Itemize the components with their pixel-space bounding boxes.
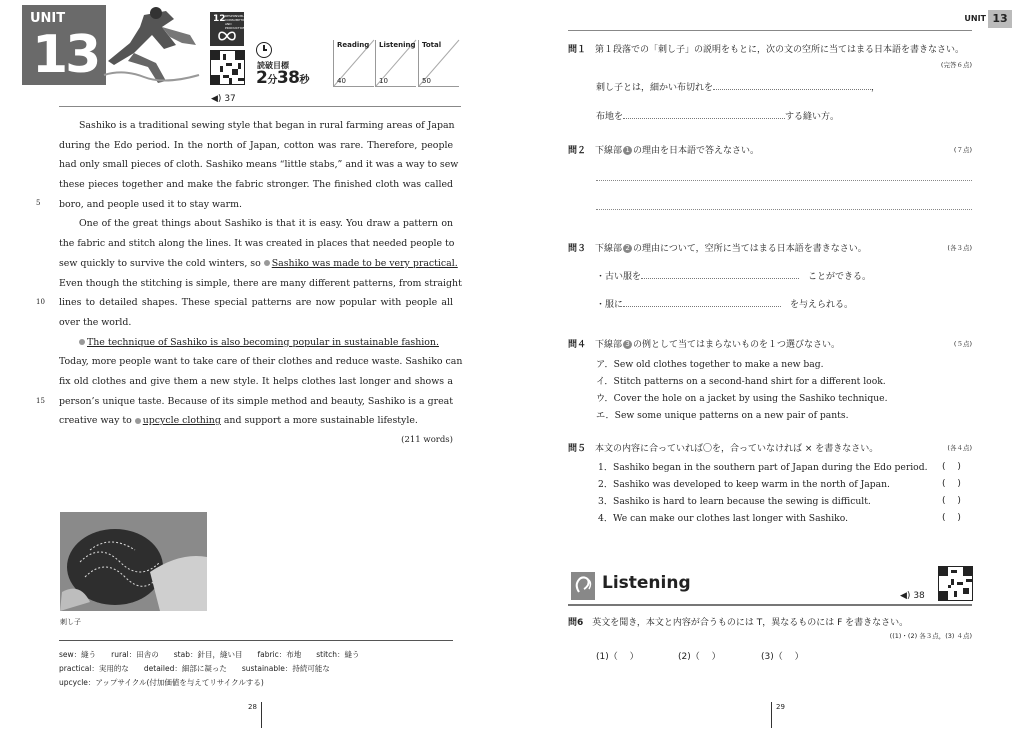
passage-line: over the world. — [59, 316, 132, 328]
question-label: 問４ — [568, 340, 587, 350]
q3-line-1 — [596, 269, 871, 282]
answer-line[interactable] — [596, 180, 972, 181]
passage-line — [59, 411, 453, 431]
reading-target-label: 読破目標 — [257, 61, 289, 70]
reading-passage — [59, 116, 463, 431]
passage-line: had only small pieces of cloth. Sashiko means “little stabs,” and it was a way to sew — [59, 159, 459, 171]
q1-suffix: する縫い方。 — [785, 112, 840, 122]
line-number: 15 — [36, 397, 45, 405]
passage-line: the fabric and stitch along the lines. It was created in places that needed people to — [59, 238, 455, 250]
sdg-number: 12 — [213, 14, 226, 24]
target-sec-unit: 秒 — [299, 75, 310, 86]
q1-prefix: 刺し子とは，細かい布切れを — [596, 83, 714, 93]
score-label: Listening — [379, 41, 416, 49]
infinity-icon — [218, 31, 236, 41]
line-number: 10 — [36, 298, 45, 306]
question-label: 問５ — [568, 444, 587, 454]
passage-segment: sew quickly to survive the cold winters, so — [59, 257, 264, 269]
answer-blank[interactable] — [713, 89, 871, 90]
audio-track-number: 37 — [224, 94, 236, 104]
q3-suffix: ことができる。 — [808, 272, 872, 282]
vocab-rule — [59, 640, 453, 641]
sdg-badge — [210, 12, 248, 46]
question-2 — [568, 143, 759, 156]
listening-answer[interactable]: (1)（ ） — [596, 652, 639, 662]
page-number: 28 — [248, 703, 257, 711]
question-text: 下線部 — [595, 244, 623, 254]
right-page — [516, 0, 1032, 729]
q3-suffix: を与えられる。 — [790, 300, 854, 310]
passage-line — [59, 254, 458, 274]
page-number: 29 — [776, 703, 785, 711]
q3-prefix: ・古い服を — [596, 272, 642, 282]
score-label: Reading — [337, 41, 370, 49]
underline-marker-1 — [264, 260, 270, 266]
passage-line: during the Edo period. In the north of Japan, cotton was rare. Therefore, people — [59, 139, 453, 151]
score-value: 50 — [422, 77, 431, 85]
qr-pattern — [211, 51, 244, 84]
qr-code[interactable] — [938, 566, 973, 601]
q3-prefix: ・服に — [596, 300, 624, 310]
q1-line-2 — [596, 109, 839, 122]
question-text: 下線部 — [595, 146, 623, 156]
answer-blank[interactable] — [641, 278, 799, 279]
question-label: 問３ — [568, 244, 587, 254]
question-points: (７点) — [953, 146, 972, 154]
choice-option[interactable]: イ．Stitch patterns on a second-hand shirt for a different look. — [596, 376, 886, 387]
question-label: 問１ — [568, 45, 587, 55]
underline-ref: 1 — [623, 146, 632, 155]
reading-target-time — [256, 68, 309, 88]
passage-line: boro, and people used it to stay warm. — [59, 198, 242, 210]
target-minutes: 2 — [256, 68, 268, 88]
target-min-unit: 分 — [267, 75, 277, 86]
photo-illustration — [60, 512, 207, 611]
question-text: 下線部 — [595, 340, 623, 350]
question-points: ((1)・(2) 各３点，(3) ４点) — [889, 632, 972, 640]
underline-marker-3 — [135, 418, 141, 424]
audio-track[interactable] — [900, 591, 925, 601]
answer-blank[interactable] — [623, 118, 785, 119]
question-6 — [568, 615, 908, 628]
passage-line: these pieces together and make the fabric stronger. The finished cloth was called — [59, 179, 453, 191]
qr-code[interactable] — [210, 50, 245, 85]
question-3 — [568, 241, 867, 254]
true-false-item: 4．We can make our clothes last longer with Sashiko. — [598, 513, 849, 524]
question-text: 英文を聞き，本文と内容が合うものには T，異なるものには F を書きなさい。 — [592, 618, 909, 628]
question-5 — [568, 441, 878, 454]
header-rule — [568, 30, 972, 31]
question-text: の理由を日本語で答えなさい。 — [633, 146, 760, 156]
target-seconds: 38 — [276, 68, 300, 88]
true-false-item: 2．Sashiko was developed to keep warm in the north of Japan. — [598, 479, 890, 490]
line-number: 5 — [36, 199, 41, 207]
speaker-icon: ◀) — [211, 94, 222, 104]
runner-illustration — [104, 5, 199, 87]
q1-line-1 — [596, 80, 880, 93]
ear-icon — [571, 572, 595, 600]
sdg-goal-text: RESPONSIBLE CONSUMPTION AND PRODUCTION — [225, 14, 248, 30]
question-points: (各３点) — [947, 244, 972, 252]
answer-blank[interactable]: ( ) — [942, 513, 961, 523]
underline-ref: 3 — [623, 340, 632, 349]
page-divider — [771, 702, 772, 728]
question-points: (各４点) — [947, 444, 972, 452]
audio-track[interactable] — [211, 94, 236, 104]
underlined-phrase-1: Sashiko was made to be very practical. — [271, 257, 458, 269]
underline-marker-2 — [79, 339, 85, 345]
listening-title: Listening — [602, 573, 691, 593]
answer-blank[interactable] — [623, 306, 781, 307]
q1-prefix: 布地を — [596, 112, 624, 122]
passage-line: Today, more people want to take care of their clothes and reduce waste. Sashiko can — [59, 356, 463, 368]
answer-blank[interactable]: ( ) — [942, 462, 961, 472]
passage-line: Even though the stitching is simple, there are many different patterns, from straight — [59, 277, 462, 289]
underline-ref: 2 — [623, 244, 632, 253]
word-count: (211 words) — [401, 435, 453, 445]
score-value: 10 — [379, 77, 388, 85]
clock-icon — [256, 42, 272, 58]
listening-answer[interactable]: (3)（ ） — [761, 652, 804, 662]
score-box-reading — [333, 40, 374, 87]
passage-line: lines to detailed shapes. These special patterns are now popular with people all — [59, 297, 453, 309]
unit-tag-label: UNIT — [964, 14, 986, 23]
underlined-phrase-2: The technique of Sashiko is also becoming popular in sustainable fashion. — [87, 336, 439, 348]
true-false-item: 3．Sashiko is hard to learn because the sewing is difficult. — [598, 496, 871, 507]
header-rule — [59, 106, 461, 107]
q1-suffix: ， — [871, 83, 881, 93]
qr-pattern — [939, 567, 972, 600]
passage-line: fix old clothes and give them a new style. It helps clothes last longer and shows a — [59, 375, 453, 387]
passage-segment: creative way to — [59, 415, 135, 427]
choice-option[interactable]: ウ．Cover the hole on a jacket by using the Sashiko technique. — [596, 393, 888, 404]
answer-blank[interactable]: ( ) — [942, 496, 961, 506]
q3-line-2 — [596, 297, 853, 310]
vocab-line: practical：実用的な detailed：細部に凝った sustainable：持続可能な — [59, 664, 330, 673]
answer-line[interactable] — [596, 209, 972, 210]
speaker-icon: ◀) — [900, 591, 911, 601]
score-box-total — [418, 40, 459, 87]
photo-caption: 刺し子 — [60, 618, 81, 626]
passage-line: One of the great things about Sashiko is that it is easy. You draw a pattern on — [79, 218, 453, 230]
question-1 — [568, 42, 964, 55]
score-box-listening — [375, 40, 416, 87]
passage-line: person’s unique taste. Because of its simple method and beauty, Sashiko is a great — [59, 395, 453, 407]
unit-tag-number: 13 — [988, 10, 1012, 28]
listening-rule — [568, 604, 972, 606]
question-text: の例として当てはまらないものを１つ選びなさい。 — [633, 340, 841, 350]
question-text: の理由について，空所に当てはまる日本語を書きなさい。 — [633, 244, 867, 254]
answer-blank[interactable]: ( ) — [942, 479, 961, 489]
audio-track-number: 38 — [913, 591, 925, 601]
passage-line — [59, 333, 453, 353]
choice-option[interactable]: エ．Sew some unique patterns on a new pair of pants. — [596, 410, 849, 421]
vocab-line: upcycle：アップサイクル(付加価値を与えてリサイクルする) — [59, 678, 264, 687]
question-text: 本文の内容に合っていれば〇を，合っていなければ × を書きなさい。 — [595, 444, 879, 454]
question-points: (５点) — [953, 340, 972, 348]
unit-label: UNIT — [30, 11, 66, 26]
question-label: 問6 — [568, 618, 584, 628]
unit-number: 13 — [32, 25, 99, 85]
score-label: Total — [422, 41, 442, 49]
question-4 — [568, 337, 840, 350]
question-text: 第１段落での「刺し子」の説明をもとに，次の文の空所に当てはまる日本語を書きなさい。 — [595, 45, 965, 55]
unit-badge — [22, 5, 106, 85]
passage-line: Sashiko is a traditional sewing style that began in rural farming areas of Japan — [79, 120, 455, 131]
page-divider — [261, 702, 262, 728]
listening-answer[interactable]: (2)（ ） — [678, 652, 721, 662]
question-points: (完答６点) — [940, 61, 972, 69]
score-value: 40 — [337, 77, 346, 85]
true-false-item: 1．Sashiko began in the southern part of Japan during the Edo period. — [598, 462, 928, 473]
passage-segment: and support a more sustainable lifestyle. — [220, 415, 418, 427]
vocab-line: sew：縫う rural：田舎の stab：針目，縫い目 fabric：布地 stitch：縫う — [59, 650, 360, 659]
underlined-phrase-3: upcycle clothing — [142, 415, 221, 427]
sashiko-photo — [60, 512, 207, 611]
question-label: 問２ — [568, 146, 587, 156]
choice-option[interactable]: ア．Sew old clothes together to make a new bag. — [596, 359, 824, 370]
ear-glyph — [571, 572, 595, 600]
